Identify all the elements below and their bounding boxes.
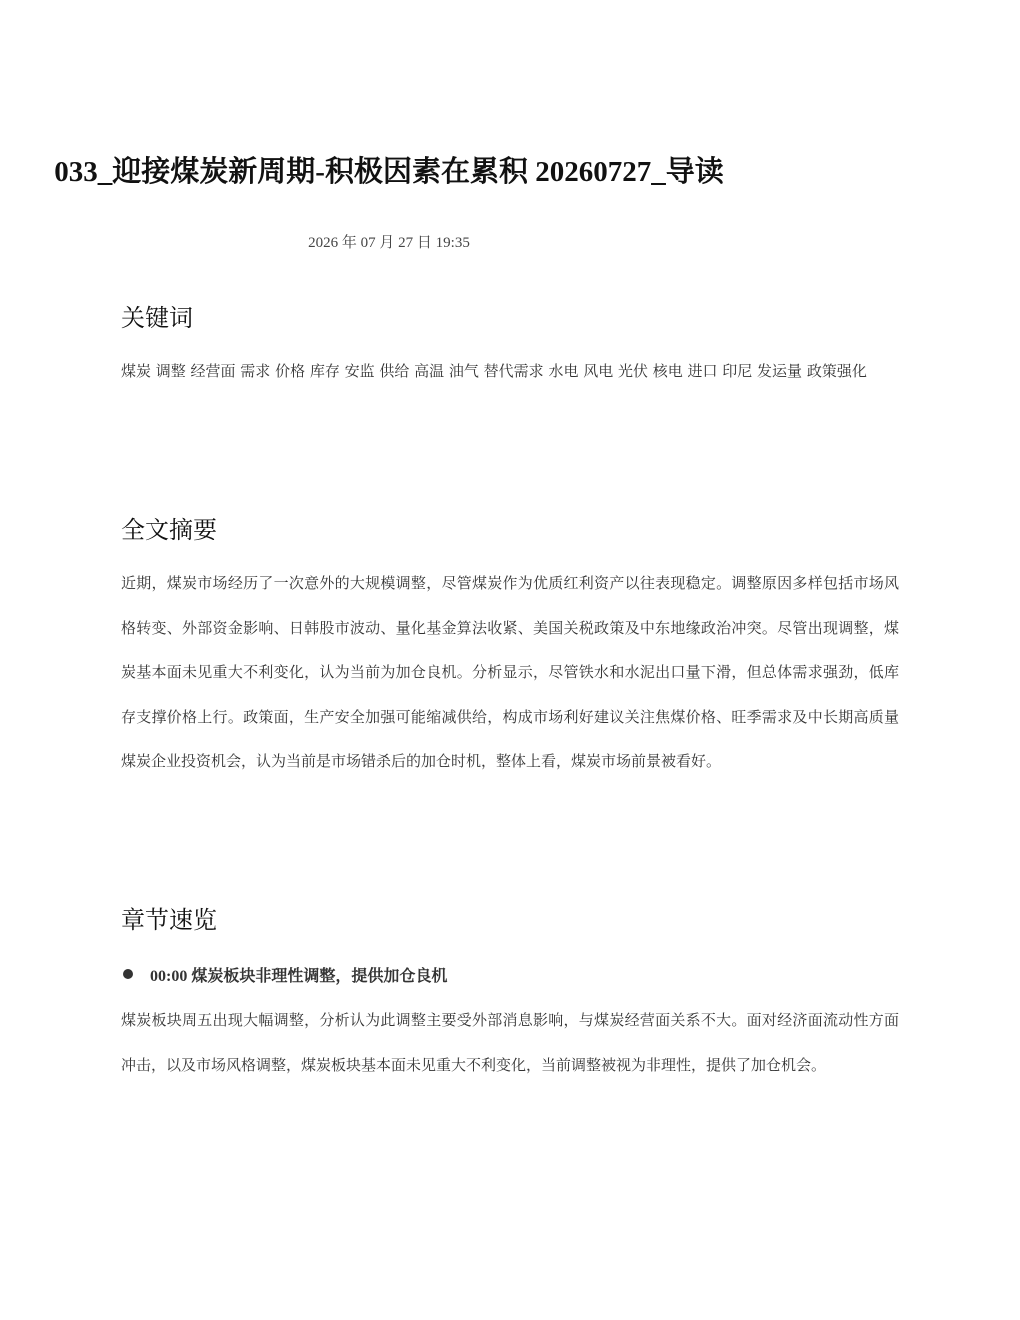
document-title: 033_迎接煤炭新周期-积极因素在累积 20260727_导读 — [54, 156, 724, 188]
keywords-text: 煤炭 调整 经营面 需求 价格 库存 安监 供给 高温 油气 替代需求 水电 风电 光伏 核电 进口 印尼 发运量 政策强化 — [121, 362, 867, 380]
chapters-heading: 章节速览 — [121, 906, 217, 934]
summary-heading: 全文摘要 — [121, 516, 217, 544]
chapter-item — [121, 958, 447, 990]
chapter-title: 00:00 煤炭板块非理性调整，提供加仓良机 — [150, 967, 448, 985]
keywords-heading: 关键词 — [121, 304, 193, 332]
document-date: 2026 年 07 月 27 日 19:35 — [308, 235, 470, 251]
chapter-text: 煤炭板块周五出现大幅调整，分析认为此调整主要受外部消息影响，与煤炭经营面关系不大。面对经济面流动性方面冲击，以及市场风格调整，煤炭板块基本面未见重大不利变化，当前调整被视为非理性，提供了加仓机会。 — [121, 1011, 899, 1074]
summary-text: 近期，煤炭市场经历了一次意外的大规模调整，尽管煤炭作为优质红利资产以往表现稳定。调整原因多样包括市场风格转变、外部资金影响、日韩股市波动、量化基金算法收紧、美国关税政策及中东地缘政治冲突。尽管出现调整，煤炭基本面未见重大不利变化，认为当前为加仓良机。分析显示，尽管铁水和水泥出口量下滑，但总体需求强劲，低库存支撑价格上行。政策面，生产安全加强可能缩减供给，构成市场利好建议关注焦煤价格、旺季需求及中长期高质量煤炭企业投资机会，认为当前是市场错杀后的加仓时机，整体上看，煤炭市场前景被看好。 — [121, 574, 899, 771]
bullet-icon — [123, 969, 133, 979]
